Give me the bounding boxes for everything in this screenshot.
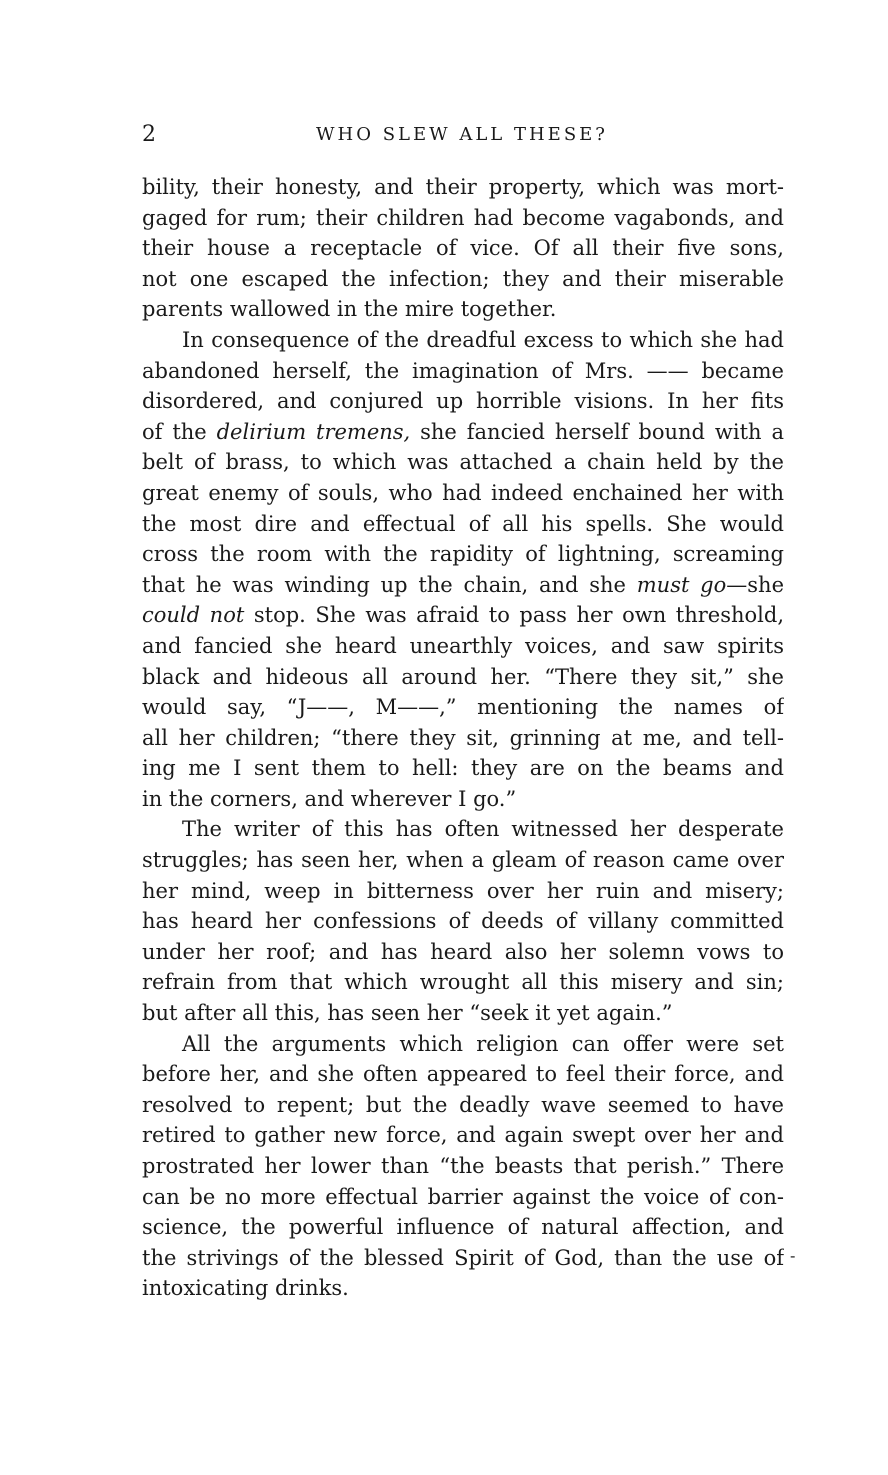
text-segment: intoxicating drinks. [142, 1276, 349, 1301]
text-segment: ing me I sent them to hell: they are on the beams and [142, 756, 784, 781]
text-segment: parents wallowed in the mire together. [142, 297, 557, 322]
page-header [142, 122, 782, 152]
text-line [142, 1120, 784, 1151]
page-number: 2 [142, 122, 157, 147]
italic-phrase: could not [142, 603, 245, 628]
text-line [142, 600, 784, 631]
text-segment: refrain from that which wrought all this misery and sin; [142, 970, 784, 995]
text-segment: abandoned herself, the imagination of Mrs. —— became [142, 358, 784, 383]
text-segment: the strivings of the blessed Spirit of God, than the use of [142, 1245, 784, 1270]
text-line [142, 1029, 784, 1060]
text-segment: but after all this, has seen her “seek it yet again.” [142, 1001, 673, 1026]
text-line [142, 662, 784, 693]
text-segment: that he was winding up the chain, and she [142, 572, 637, 597]
text-line [142, 447, 784, 478]
text-segment: great enemy of souls, who had indeed enchained her with [142, 480, 784, 505]
text-line [142, 631, 784, 662]
text-segment: —she [726, 572, 784, 597]
text-segment: of the [142, 419, 217, 444]
text-line [142, 753, 784, 784]
text-segment: The writer of this has often witnessed her desperate [182, 817, 784, 842]
text-line [142, 264, 784, 295]
text-segment: all her children; “there they sit, grinning at me, and tell- [142, 725, 784, 750]
text-segment: before her, and she often appeared to feel their force, and [142, 1062, 784, 1087]
text-line [142, 998, 784, 1029]
text-line [142, 509, 784, 540]
text-segment: and fancied she heard unearthly voices, and saw spirits [142, 633, 784, 658]
text-line [142, 233, 784, 264]
text-line [142, 356, 784, 387]
text-line [142, 1059, 784, 1090]
text-line [142, 417, 784, 448]
text-line [142, 325, 784, 356]
text-segment: the most dire and effectual of all his spells. She would [142, 511, 784, 536]
text-segment: not one escaped the infection; they and their miserable [142, 266, 784, 291]
text-line [142, 814, 784, 845]
text-segment: can be no more effectual barrier against the voice of con- [142, 1184, 784, 1209]
text-segment: prostrated her lower than “the beasts that perish.” There [142, 1154, 784, 1178]
text-line [142, 967, 784, 998]
text-segment: she fancied herself bound with a [410, 419, 784, 444]
text-segment: bility, their honesty, and their property, which was mort- [142, 175, 784, 199]
text-line [142, 570, 784, 601]
text-segment: struggles; has seen her, when a gleam of reason came over [142, 848, 784, 873]
text-line [142, 478, 784, 509]
text-line [142, 539, 784, 570]
text-line [142, 172, 784, 203]
text-line [142, 845, 784, 876]
text-segment: her mind, weep in bitterness over her ruin and misery; [142, 878, 784, 903]
text-line [142, 906, 784, 937]
text-line [142, 386, 784, 417]
text-segment: has heard her confessions of deeds of villany committed [142, 909, 784, 934]
running-head: WHO SLEW ALL THESE? [316, 124, 608, 145]
text-segment: belt of brass, to which was attached a chain held by the [142, 450, 784, 475]
text-segment: black and hideous all around her. “There they sit,” she [142, 664, 784, 689]
italic-phrase: must go [636, 572, 727, 597]
italic-phrase: delirium tremens, [216, 419, 411, 444]
text-segment: resolved to repent; but the deadly wave seemed to have [142, 1092, 784, 1117]
text-line [142, 294, 784, 325]
text-line [142, 1182, 784, 1213]
text-line [142, 876, 784, 907]
text-segment: gaged for rum; their children had become vagabonds, and [142, 205, 784, 230]
text-line [142, 1273, 784, 1304]
text-line [142, 723, 784, 754]
text-segment: would say, “J——, M——,” mentioning the names of [142, 695, 784, 720]
text-segment: science, the powerful influence of natural affection, and [142, 1215, 784, 1240]
text-line [142, 1243, 784, 1274]
text-line [142, 937, 784, 968]
text-line [142, 692, 784, 723]
text-line [142, 1212, 784, 1243]
text-segment: under her roof; and has heard also her solemn vows to [142, 939, 784, 964]
stray-mark: - [790, 1246, 796, 1265]
text-segment: cross the room with the rapidity of lightning, screaming [142, 542, 784, 567]
text-line [142, 203, 784, 234]
text-segment: All the arguments which religion can offer were set [182, 1031, 784, 1056]
body-text [142, 172, 784, 1304]
text-segment: retired to gather new force, and again swept over her and [142, 1123, 784, 1148]
text-line [142, 784, 784, 815]
text-segment: stop. She was afraid to pass her own threshold, [244, 603, 784, 628]
text-segment: disordered, and conjured up horrible visions. In her fits [142, 389, 784, 414]
text-line [142, 1090, 784, 1121]
text-segment: in the corners, and wherever I go.” [142, 786, 517, 811]
text-segment: their house a receptacle of vice. Of all their five sons, [142, 236, 784, 261]
text-segment: In consequence of the dreadful excess to which she had [182, 327, 784, 352]
text-line [142, 1151, 784, 1182]
